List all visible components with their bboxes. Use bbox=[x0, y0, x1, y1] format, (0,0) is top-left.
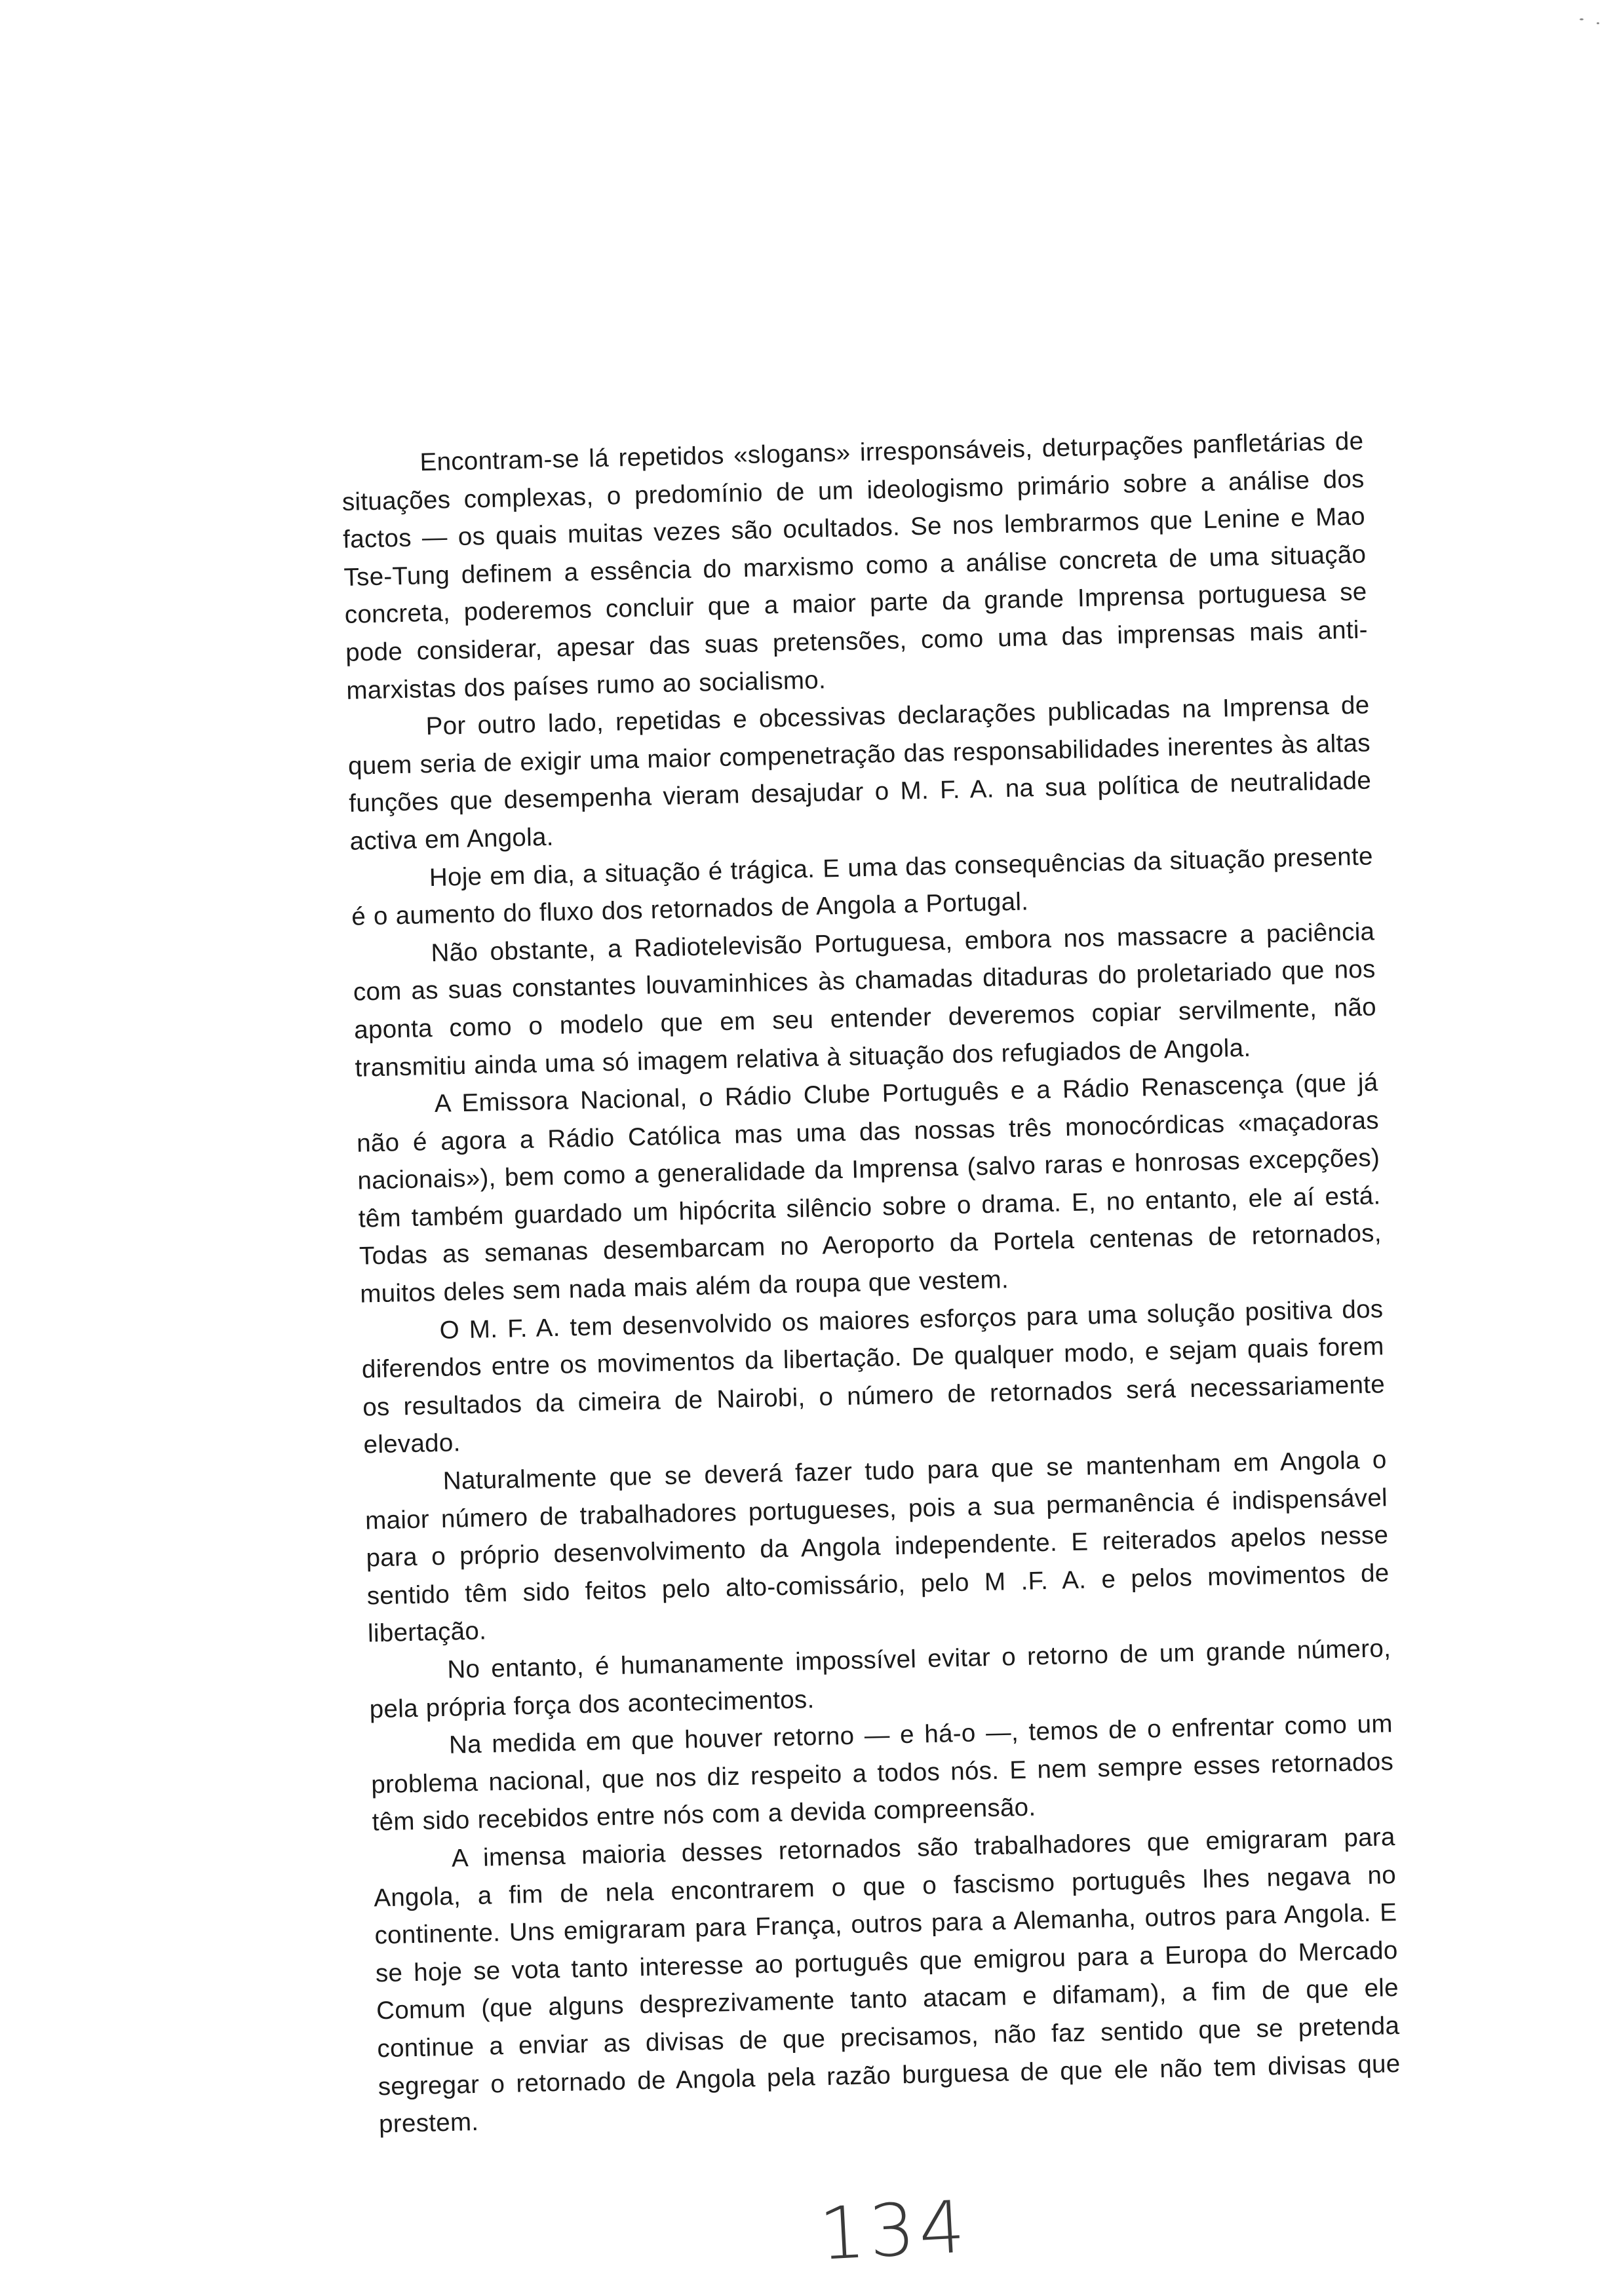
paragraph-4: Não obstante, a Radiotelevisão Portuguesa, embora nos massacre a paciência com as suas constantes louvaminhices às chamadas ditaduras do proletariado que nos aponta como o modelo que em seu entender deveremos copiar servilmente, não transmitiu ainda uma só imagem relativa à situação dos refugiados de Angola. bbox=[353, 917, 1377, 1082]
body-text bbox=[341, 423, 1401, 2143]
handwritten-page-number: 134 bbox=[817, 2185, 971, 2276]
paragraph-5: A Emissora Nacional, o Rádio Clube Português e a Rádio Renascença (que já não é agora a Rádio Católica mas uma das nossas três monocórdicas «maçadoras nacionais»), bem como a generalidade da Imprensa (salvo raras e honrosas excepções) têm também guardado um hipócrita silêncio sobre o drama. E, no entanto, ele aí está. Todas as semanas desembarcam no Aeroporto da Portela centenas de retornados, muitos deles sem nada mais além da roupa que vestem. bbox=[356, 1068, 1382, 1309]
paragraph-3: Hoje em dia, a situação é trágica. E uma das consequências da situação presente é o aumento do fluxo dos retornados de Angola a Portugal. bbox=[351, 841, 1374, 931]
paragraph-9: Na medida em que houver retorno — e há-o —, temos de o enfrentar como um problema nacional, que nos diz respeito a todos nós. E nem sempre esses retornados têm sido recebidos entre nós com a devida compreensão. bbox=[370, 1710, 1394, 1837]
paragraph-1: Encontram-se lá repetidos «slogans» irresponsáveis, deturpações panfletárias de situações complexas, o predomínio de um ideologismo primário sobre a análise dos factos — os quais muitas vezes são ocultados. Se nos lembrarmos que Lenine e Mao Tse-Tung definem a essência do marxismo como a análise concreta de uma situação concreta, poderemos concluir que a maior parte da grande Imprensa portuguesa se pode considerar, apesar das suas pretensões, como uma das imprensas mais anti-marxistas dos países rumo ao socialismo. bbox=[341, 427, 1369, 705]
paragraph-6: O M. F. A. tem desenvolvido os maiores esforços para uma solução positiva dos diferendos entre os movimentos da libertação. De qualquer modo, e sejam quais forem os resultados da cimeira de Nairobi, o número de retornados será necessariamente elevado. bbox=[361, 1294, 1386, 1460]
paragraph-2: Por outro lado, repetidas e obcessivas declarações publicadas na Imprensa de quem seria de exigir uma maior compenetração das responsabilidades inerentes às altas funções que desempenha vieram desajudar o M. F. A. na sua política de neutralidade activa em Angola. bbox=[347, 691, 1372, 856]
paragraph-10: A imensa maioria desses retornados são trabalhadores que emigraram para Angola, a fim de nela encontrarem o que o fascismo português lhes negava no continente. Uns emigraram para França, outros para a Alemanha, outros para Angola. E se hoje se vota tanto interesse ao português que emigrou para a Europa do Mercado Comum (que alguns desprezivamente tanto atacam e difamam), a fim de que ele continue a enviar as divisas de que precisamos, não faz sentido que se pretenda segregar o retornado de Angola pela razão burguesa de que ele não tem divisas que prestem. bbox=[373, 1823, 1401, 2139]
paragraph-7: Naturalmente que se deverá fazer tudo para que se mantenham em Angola o maior número de trabalhadores portugueses, pois a sua permanência é indispensável para o próprio desenvolvimento da Angola independente. E reiterados apelos nesse sentido têm sido feitos pelo alto-comissário, pelo M .F. A. e pelos movimentos de libertação. bbox=[364, 1445, 1390, 1648]
scan-speck bbox=[1580, 18, 1584, 20]
paragraph-8: No entanto, é humanamente impossível evitar o retorno de um grande número, pela própria força dos acontecimentos. bbox=[369, 1634, 1391, 1724]
scan-speck bbox=[1597, 22, 1599, 24]
